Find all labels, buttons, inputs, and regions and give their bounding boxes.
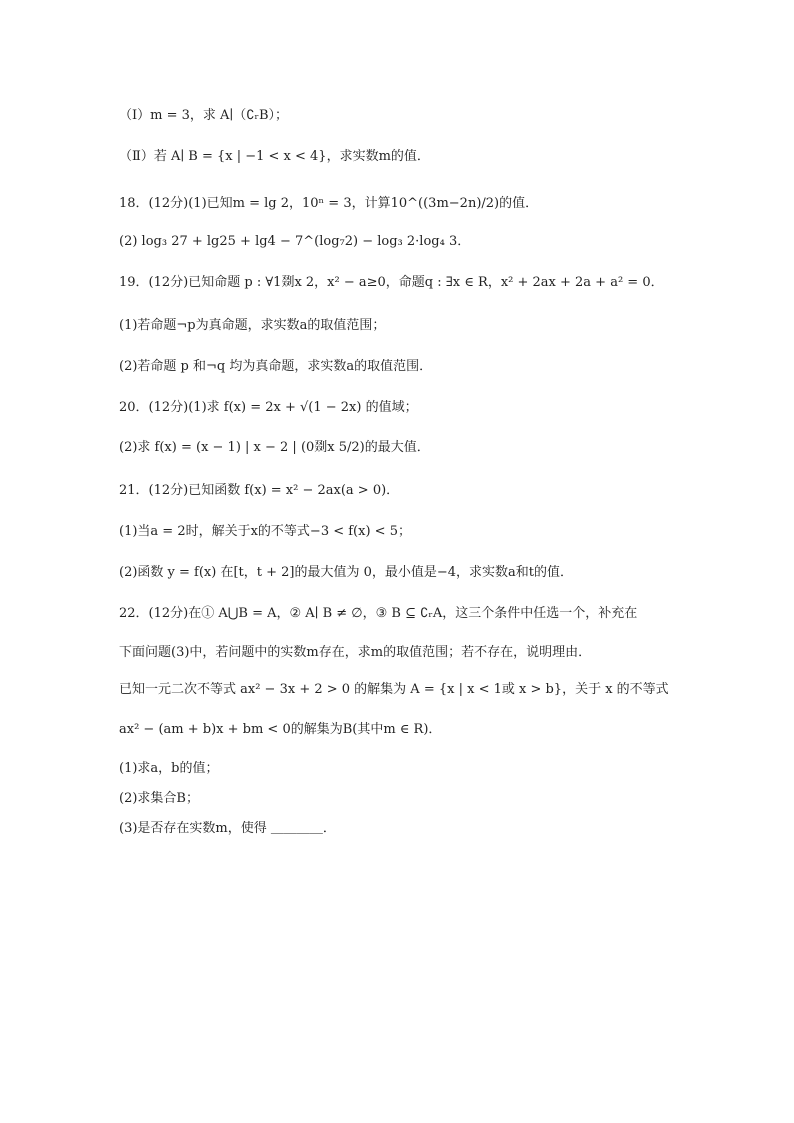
- question-22-stem-line-1: 22．(12分)在① A⋃B = A，② A∣ B ≠ ∅，③ B ⊆ ∁ᵣA，这三个条件中任选一个，补充在: [119, 606, 638, 621]
- question-22-stem-line-2: 下面问题(3)中，若问题中的实数m存在，求m的取值范围；若不存在，说明理由．: [119, 645, 592, 660]
- question-18-part-1: 18．(12分)(1)已知m = lg 2，10ⁿ = 3，计算10^((3m−2n)/2)的值．: [119, 196, 539, 211]
- question-19-part-1: (1)若命题¬p为真命题，求实数a的取值范围；: [119, 318, 386, 333]
- question-19-part-2: (2)若命题 p 和¬q 均为真命题，求实数a的取值范围．: [119, 359, 433, 374]
- question-21-part-1: (1)当a = 2时，解关于x的不等式−3 < f(x) < 5；: [119, 524, 411, 539]
- question-17-part-2: （Ⅱ）若 A∣ B = {x | −1 < x < 4}，求实数m的值．: [119, 149, 430, 164]
- question-17-part-1: （Ⅰ）m = 3，求 A∣（∁ᵣB）；: [119, 108, 289, 123]
- question-22-part-3: (3)是否存在实数m，使得 ＿＿＿＿．: [119, 821, 336, 836]
- question-20-part-2: (2)求 f(x) = (x − 1) | x − 2 | (0剟x 5/2)的最大值．: [119, 440, 430, 455]
- question-22-stem-line-4: ax² − (am + b)x + bm < 0的解集为B(其中m ∈ R)．: [119, 722, 442, 737]
- question-18-part-2: (2) log₃ 27 + lg25 + lg4 − 7^(log₇2) − log₃ 2·log₄ 3．: [119, 234, 471, 249]
- question-22-part-1: (1)求a，b的值；: [119, 761, 219, 776]
- question-19-stem: 19．(12分)已知命题 p : ∀1剟x 2，x² − a≥0，命题q : ∃x ∈ R，x² + 2ax + 2a + a² = 0．: [119, 275, 664, 290]
- question-21-stem: 21．(12分)已知函数 f(x) = x² − 2ax(a > 0)．: [119, 483, 400, 498]
- question-22-part-2: (2)求集合B；: [119, 791, 199, 806]
- question-20-part-1: 20．(12分)(1)求 f(x) = 2x + √(1 − 2x) 的值域；: [119, 400, 418, 415]
- question-22-stem-line-3: 已知一元二次不等式 ax² − 3x + 2 > 0 的解集为 A = {x | x < 1或 x > b}，关于 x 的不等式: [119, 682, 669, 697]
- question-21-part-2: (2)函数 y = f(x) 在[t，t + 2]的最大值为 0，最小值是−4，求实数a和t的值．: [119, 565, 574, 580]
